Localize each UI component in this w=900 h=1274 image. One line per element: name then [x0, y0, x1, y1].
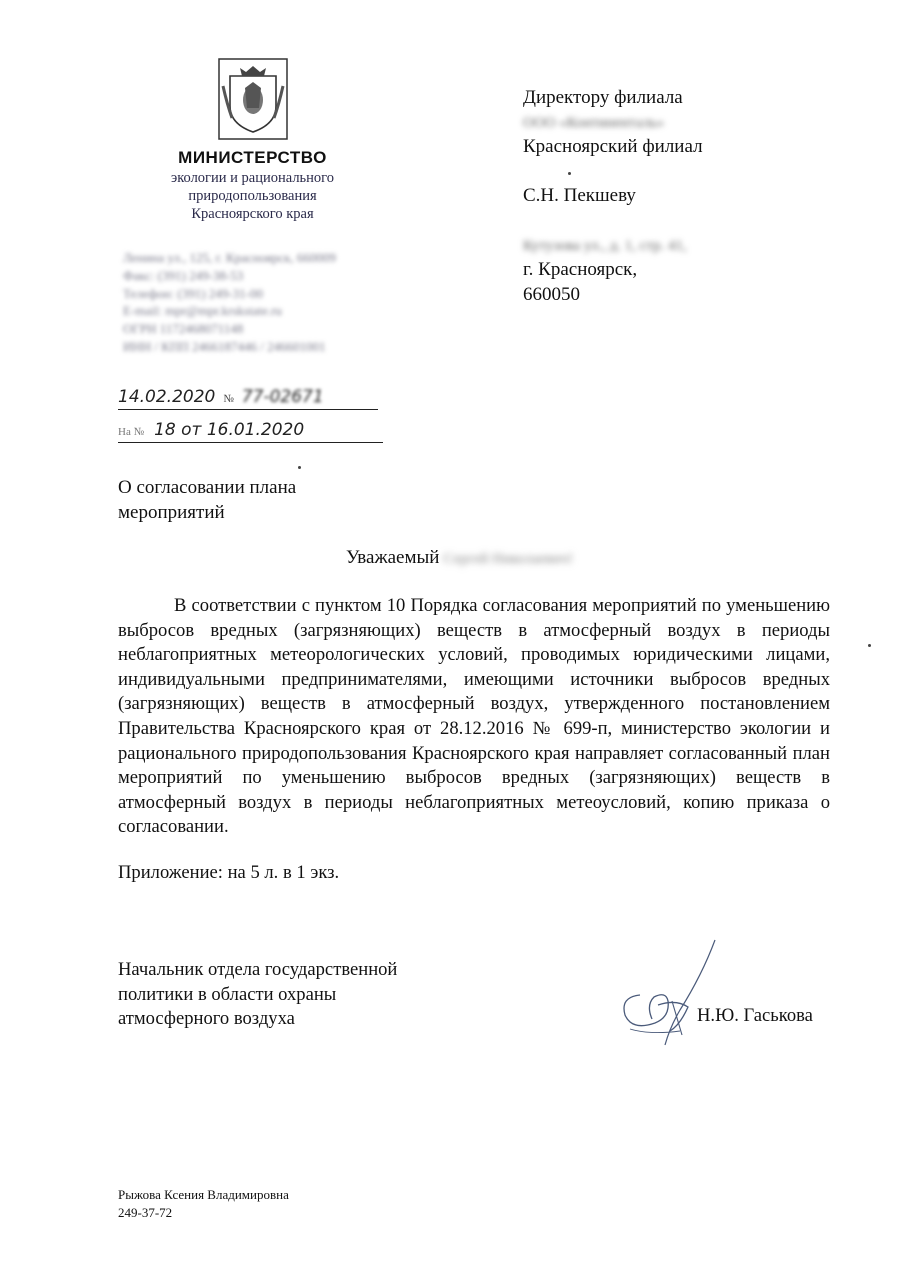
subject-line: О согласовании плана [118, 477, 297, 498]
ministry-block [140, 147, 365, 223]
addressee-street: Кутузова ул., д. 1, стр. 41, [523, 237, 687, 254]
signatory-title-line: атмосферного воздуха [118, 1008, 295, 1030]
addressee-organization: ООО «Континенталь» [523, 114, 665, 131]
contact-line: Телефон: (391) 249-31-00 [123, 285, 263, 301]
addressee-postcode: 660050 [523, 283, 580, 305]
coat-of-arms-icon [218, 58, 288, 140]
greeting-name: Сергей Николаевич! [443, 551, 574, 567]
contact-line: ИНН / КПП 2466187446 / 246601001 [123, 338, 326, 354]
reply-reference: 18 от 16.01.2020 [154, 420, 305, 440]
addressee-block [523, 86, 853, 307]
addressee-city: г. Красноярск, [523, 259, 638, 281]
scan-speck [568, 172, 571, 175]
number-label: № [223, 393, 234, 405]
ministry-subtitle-line: Красноярского края [191, 206, 314, 222]
signatory-title [118, 958, 458, 1032]
scan-speck [298, 466, 301, 469]
addressee-position: Директору филиала [523, 87, 683, 108]
attachment-note: Приложение: на 5 л. в 1 экз. [118, 862, 340, 883]
handwritten-signature-icon [610, 935, 720, 1055]
ministry-contacts [123, 249, 336, 356]
greeting [346, 547, 573, 569]
contact-line: E-mail: mpr@mpr.krskstate.ru [123, 303, 282, 319]
executor-phone: 249-37-72 [118, 1204, 173, 1220]
contact-line: Факс: (391) 249-38-53 [123, 267, 244, 283]
signatory-name: Н.Ю. Гаськова [697, 1005, 813, 1026]
outgoing-date: 14.02.2020 [118, 387, 216, 407]
letter-subject [118, 476, 378, 525]
signatory-title-line: Начальник отдела государственной [118, 959, 398, 980]
outgoing-number: 77-02671 [241, 387, 324, 407]
ministry-title: МИНИСТЕРСТВО [178, 148, 327, 167]
ministry-subtitle-line: природопользования [188, 188, 317, 204]
executor-name: Рыжова Ксения Владимировна [118, 1187, 289, 1202]
signatory-title-line: политики в области охраны [118, 983, 337, 1005]
ministry-subtitle-line: экологии и рационального [170, 170, 335, 186]
executor-block [118, 1186, 289, 1221]
scan-speck [868, 644, 871, 647]
subject-line: мероприятий [118, 501, 225, 523]
addressee-name: С.Н. Пекшеву [523, 185, 636, 207]
greeting-word: Уважаемый [346, 547, 440, 568]
reply-reference-line [118, 420, 383, 443]
contact-line: Ленина ул., 125, г. Красноярск, 660009 [123, 250, 336, 265]
outgoing-date-line [118, 387, 378, 410]
addressee-branch: Красноярский филиал [523, 136, 703, 158]
contact-line: ОГРН 1172468071148 [123, 321, 244, 337]
reply-label: На № [118, 426, 145, 438]
letter-body: В соответствии с пунктом 10 Порядка согласования мероприятий по уменьшению выбросов вредных (загрязняющих) веществ в атмосферный воздух в периоды неблагоприятных метеорологических условий, проводимых юридическими лицами, индивидуальными предпринимателями, имеющими источники выбросов вредных (загрязняющих) веществ в атмосферный воздух, утвержденного постановлением Правительства Красноярского края от 28.12.2016 № 699-п, министерство экологии и рационального природопользования Красноярского края направляет согласованный план мероприятий по уменьшению выбросов вредных (загрязняющих) веществ в атмосферный воздух в периоды неблагоприятных метеоусловий, копию приказа о согласовании. [118, 595, 830, 838]
